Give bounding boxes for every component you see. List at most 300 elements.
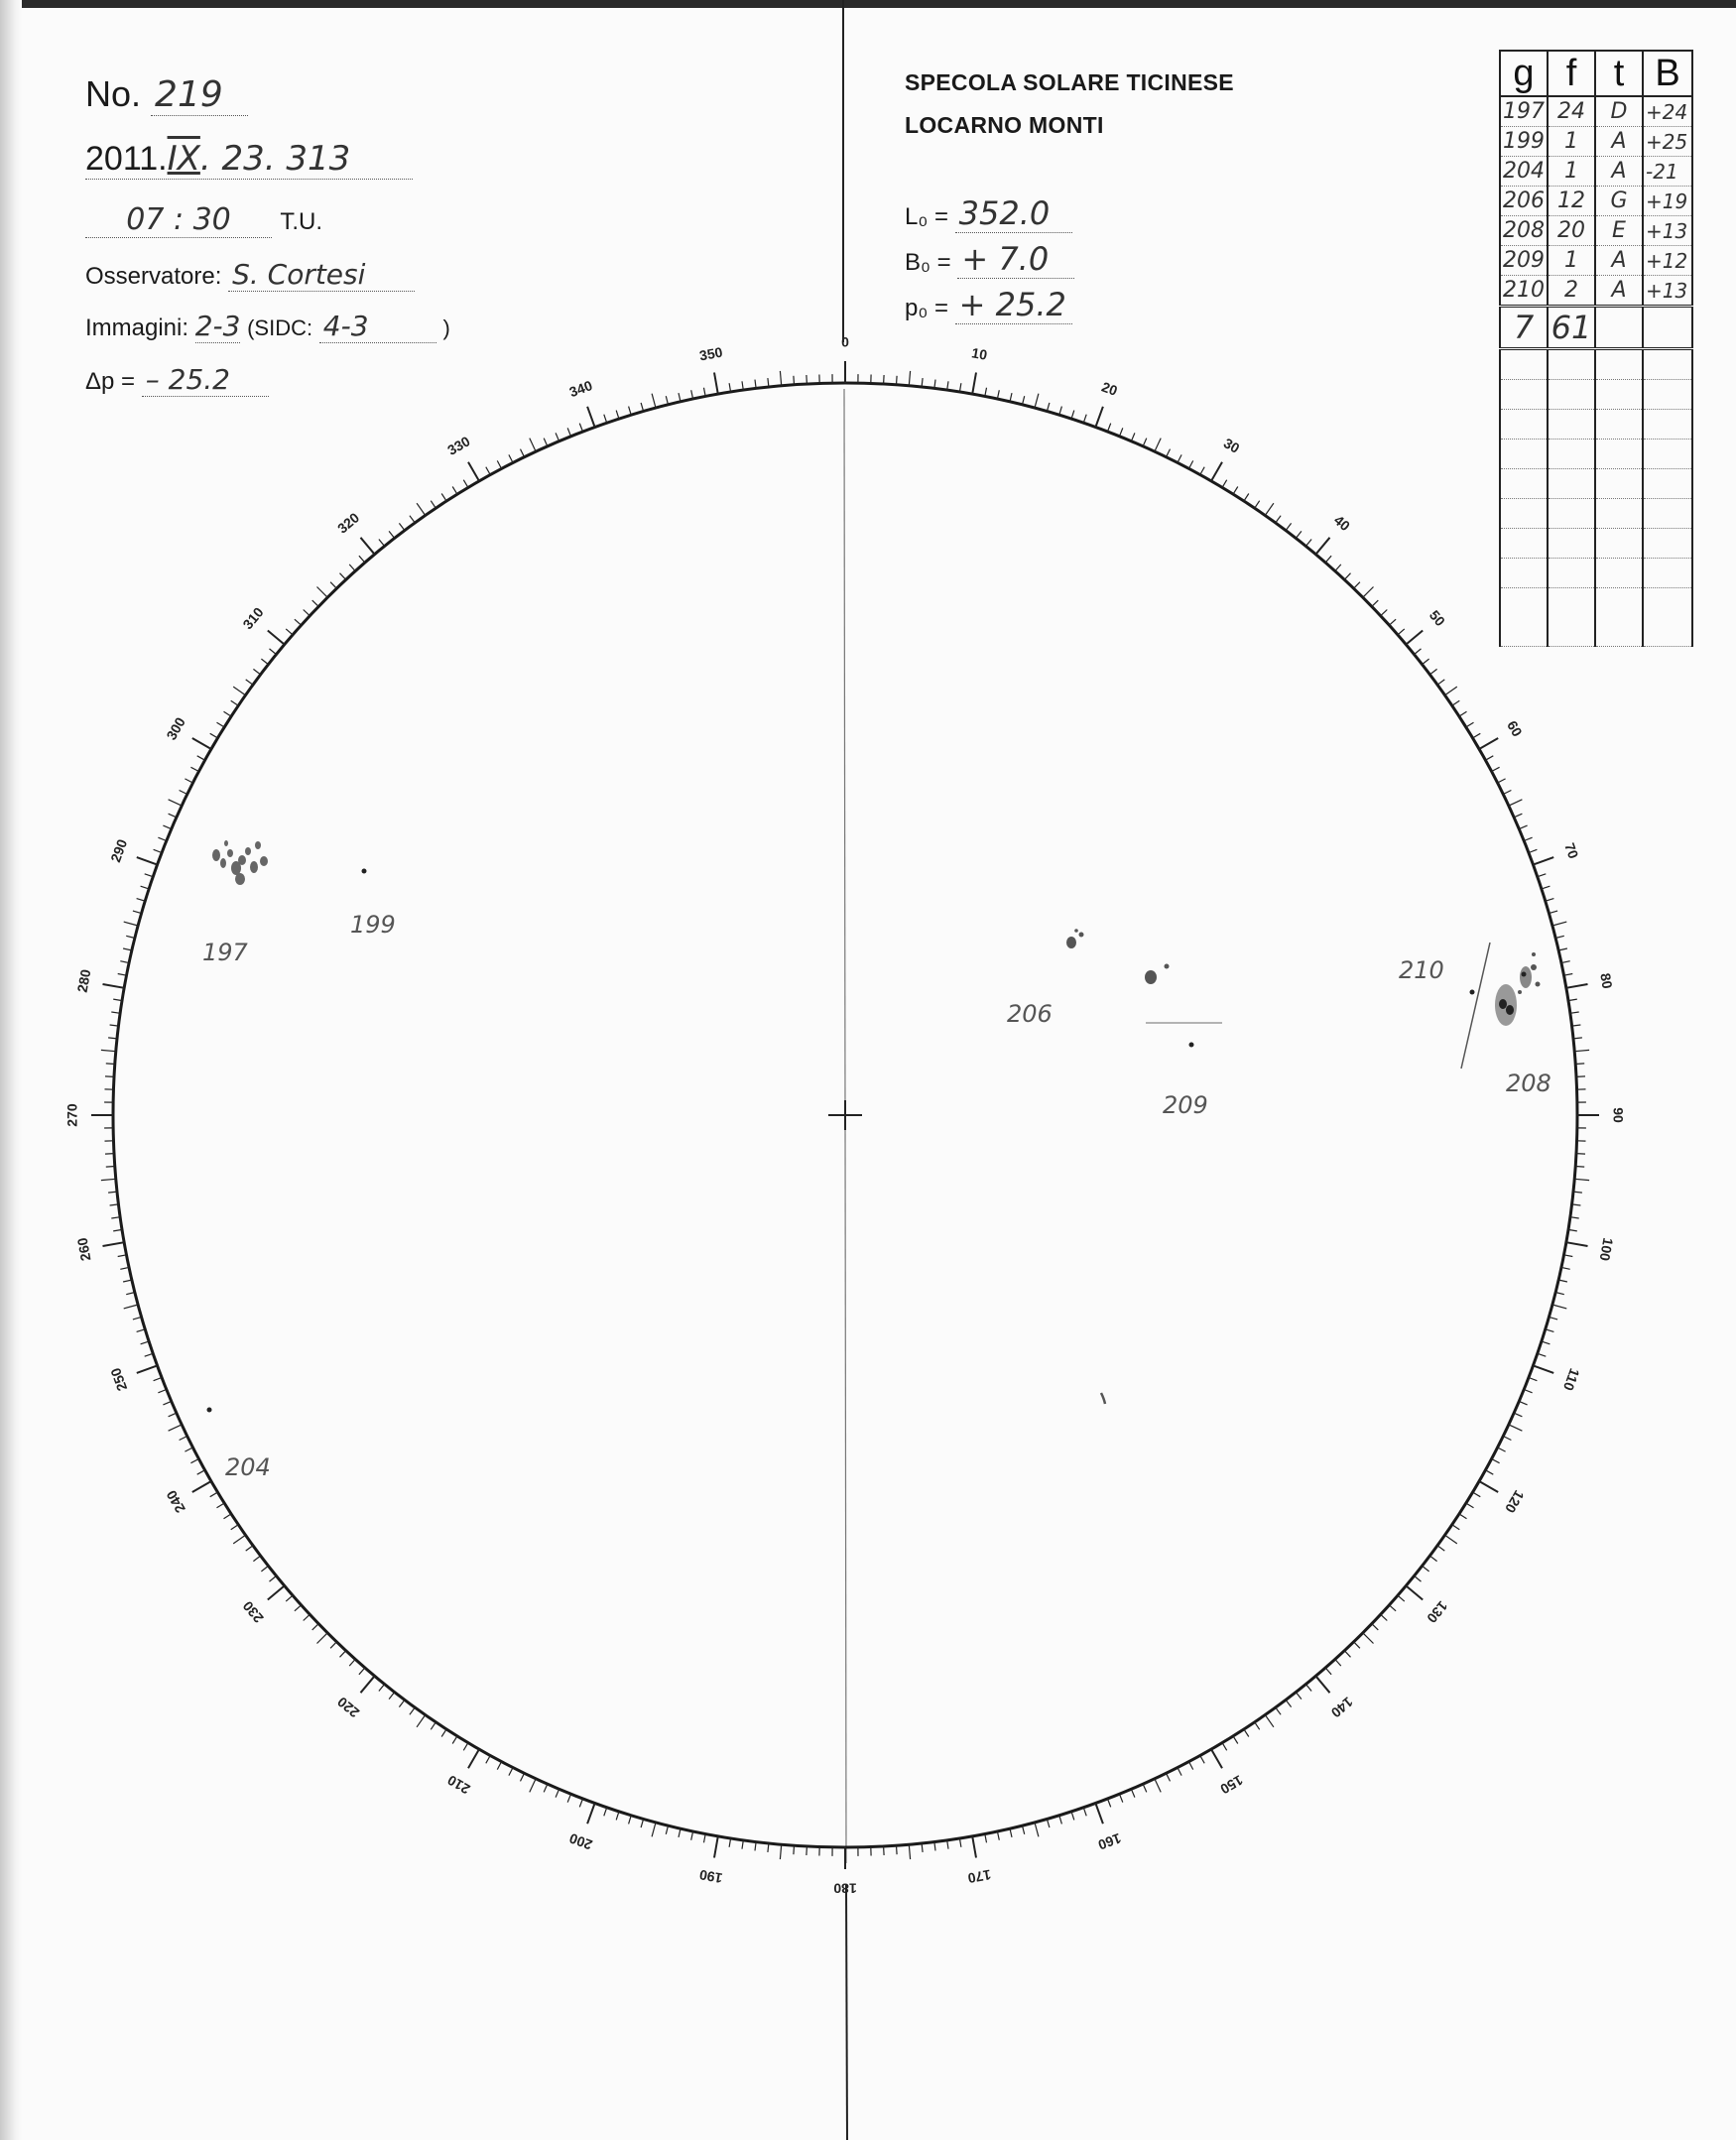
scale-tick <box>1466 1503 1474 1508</box>
scale-tick <box>1305 1685 1311 1692</box>
scale-tick <box>1574 1179 1589 1180</box>
scale-tick <box>997 390 999 399</box>
scale-tick <box>567 1794 570 1802</box>
scale-tick <box>1265 503 1274 515</box>
scale-tick <box>985 1833 987 1842</box>
cell-group: 209 <box>1500 246 1548 276</box>
col-g-header: g <box>1500 51 1548 96</box>
scale-tick <box>1372 600 1378 606</box>
scale-label: 260 <box>73 1236 94 1263</box>
p0-value: + 25.2 <box>955 286 1072 324</box>
scale-tick <box>1561 1267 1570 1269</box>
scale-tick <box>410 516 415 523</box>
scale-tick <box>192 738 211 749</box>
scale-tick <box>379 1685 385 1692</box>
cell-type: A <box>1595 157 1643 187</box>
scale-tick <box>124 922 138 926</box>
scale-tick <box>349 565 355 571</box>
scale-tick <box>1423 659 1429 665</box>
scale-label: 60 <box>1504 717 1526 740</box>
scale-tick <box>197 1470 205 1474</box>
scale-tick <box>1255 501 1260 509</box>
scale-tick <box>468 462 479 481</box>
scale-tick <box>1372 1624 1378 1630</box>
scale-tick <box>141 1341 150 1344</box>
scale-tick <box>909 371 910 386</box>
scale-tick <box>1325 1668 1331 1675</box>
scale-tick <box>154 1378 162 1381</box>
scale-tick <box>118 974 127 976</box>
scale-tick <box>587 407 595 428</box>
scale-tick <box>1479 1481 1498 1492</box>
scale-label: 70 <box>1561 840 1582 861</box>
scale-label: 10 <box>970 344 989 363</box>
number-label: No. <box>85 73 142 114</box>
scale-tick <box>1546 899 1554 902</box>
scale-tick <box>1131 433 1135 441</box>
scale-tick <box>567 428 570 436</box>
scale-tick <box>641 403 644 412</box>
scale-tick <box>1552 1305 1566 1309</box>
scale-tick <box>246 1546 253 1551</box>
scale-tick <box>1200 1756 1204 1764</box>
scale-label: 30 <box>1220 435 1243 456</box>
scale-tick <box>231 1525 239 1530</box>
scale-tick <box>1265 1715 1274 1727</box>
scale-tick <box>806 1846 807 1855</box>
scale-tick <box>1524 1390 1532 1393</box>
scale-tick <box>1514 814 1522 818</box>
scale-label: 270 <box>63 1103 80 1127</box>
scale-tick <box>1561 961 1570 963</box>
scale-tick <box>1566 984 1588 988</box>
scale-tick <box>190 1459 198 1463</box>
number-value: 219 <box>151 74 248 116</box>
cell-latitude: +13 <box>1643 216 1692 246</box>
scale-tick <box>806 375 807 384</box>
cell-latitude: +13 <box>1643 276 1692 307</box>
scale-tick <box>1437 1546 1444 1551</box>
label-group-197: 197 <box>202 939 248 966</box>
scale-tick <box>359 1668 365 1675</box>
scale-tick <box>884 1846 885 1855</box>
scale-tick <box>714 1836 718 1858</box>
scale-tick <box>1047 1819 1050 1827</box>
label-group-199: 199 <box>350 911 396 939</box>
B0-value: + 7.0 <box>957 240 1074 279</box>
scale-tick <box>1445 1535 1457 1544</box>
cell-count: 1 <box>1548 127 1595 157</box>
scale-tick <box>1363 587 1374 598</box>
scale-tick <box>253 669 260 675</box>
scale-tick <box>544 1784 548 1792</box>
label-group-209: 209 <box>1163 1091 1208 1119</box>
scale-tick <box>1178 1768 1181 1776</box>
scale-tick <box>1244 494 1249 502</box>
scale-tick <box>224 711 232 716</box>
scale-tick <box>1473 733 1481 738</box>
scale-tick <box>1542 886 1550 889</box>
scale-tick <box>509 454 513 462</box>
scale-tick <box>579 1799 582 1807</box>
scale-tick <box>691 390 693 399</box>
cell-latitude: +12 <box>1643 246 1692 276</box>
scale-tick <box>1555 936 1564 938</box>
scale-tick <box>246 680 253 685</box>
scale-tick <box>169 814 177 818</box>
date-month: IX <box>167 139 200 179</box>
scale-label: 80 <box>1597 971 1616 990</box>
scale-label: 130 <box>1424 1597 1451 1627</box>
scale-tick <box>1576 1076 1585 1077</box>
scale-tick <box>270 649 277 655</box>
label-group-210: 210 <box>1399 956 1444 984</box>
time-unit: T.U. <box>280 208 323 235</box>
scale-tick <box>1305 540 1311 547</box>
scale-tick <box>399 523 405 530</box>
cell-type: A <box>1595 276 1643 307</box>
L0-label: L₀ = <box>905 203 948 230</box>
observatory-location: LOCARNO MONTI <box>905 112 1104 138</box>
scale-tick <box>431 501 435 509</box>
date-day: . 23. 313 <box>199 139 351 179</box>
scale-tick <box>1335 565 1341 571</box>
scale-tick <box>163 1401 171 1405</box>
scale-tick <box>217 1503 225 1508</box>
scale-tick <box>1315 538 1329 555</box>
scale-tick <box>1576 1154 1585 1155</box>
scale-tick <box>1059 407 1062 416</box>
scale-tick <box>304 1614 310 1620</box>
scale-tick <box>389 1693 395 1699</box>
scale-tick <box>1095 407 1103 428</box>
scale-tick <box>1459 711 1467 716</box>
scale-tick <box>233 1535 245 1544</box>
scale-tick <box>1529 849 1537 852</box>
scale-tick <box>997 1831 999 1840</box>
scale-label: 120 <box>1502 1487 1528 1516</box>
scale-tick <box>253 1556 260 1562</box>
scale-tick <box>1558 948 1567 950</box>
scale-tick <box>679 393 681 402</box>
observer-label: Osservatore: <box>85 263 222 290</box>
scale-tick <box>1398 1595 1405 1601</box>
scale-tick <box>197 756 205 760</box>
scale-tick <box>497 460 501 468</box>
scale-tick <box>794 1845 795 1854</box>
scale-tick <box>103 984 125 988</box>
scale-tick <box>1503 1437 1511 1441</box>
scale-tick <box>1452 1525 1460 1530</box>
scale-tick <box>268 631 285 645</box>
scale-tick <box>1566 1242 1588 1246</box>
scale-tick <box>137 899 146 902</box>
scale-label: 220 <box>333 1694 363 1721</box>
scale-tick <box>704 1833 706 1842</box>
scale-tick <box>1429 1556 1436 1562</box>
scale-tick <box>1423 1566 1429 1572</box>
scale-tick <box>169 1425 183 1431</box>
scale-tick <box>118 1255 127 1257</box>
scale-tick <box>261 1566 268 1572</box>
scale-label: 320 <box>333 509 363 537</box>
scale-tick <box>1514 1413 1522 1417</box>
scale-tick <box>1244 1729 1249 1737</box>
scale-tick <box>972 373 976 395</box>
scale-tick <box>1315 1676 1329 1693</box>
scale-tick <box>359 556 365 563</box>
sunspot-group-209 <box>1189 1043 1194 1048</box>
scale-tick <box>1381 1614 1388 1620</box>
scale-label: 40 <box>1330 511 1354 535</box>
scale-label: 20 <box>1099 378 1120 399</box>
date-year: 2011. <box>85 140 168 178</box>
scale-tick <box>616 411 619 420</box>
scale-tick <box>101 1179 116 1180</box>
scale-tick <box>133 1317 142 1320</box>
scale-tick <box>101 1050 116 1051</box>
scale-label: 140 <box>1327 1694 1357 1721</box>
scale-tick <box>154 849 162 852</box>
scale-tick <box>1120 1794 1123 1802</box>
scale-tick <box>1296 1693 1302 1699</box>
scale-tick <box>1486 1470 1494 1474</box>
scale-tick <box>1406 631 1423 645</box>
scale-tick <box>1429 669 1436 675</box>
scale-tick <box>691 1831 693 1840</box>
scale-tick <box>1492 767 1500 771</box>
scale-tick <box>1189 1762 1193 1770</box>
scale-tick <box>141 886 150 889</box>
scale-tick <box>1542 1341 1550 1344</box>
scale-tick <box>1047 403 1050 412</box>
scale-tick <box>1222 1743 1227 1751</box>
scale-tick <box>579 424 582 432</box>
scale-tick <box>1167 1773 1171 1781</box>
scale-tick <box>1389 1605 1396 1611</box>
scale-label: 290 <box>107 836 131 865</box>
scale-label: 180 <box>833 1880 857 1897</box>
scale-tick <box>231 700 239 705</box>
scale-tick <box>120 961 129 963</box>
cell-group: 199 <box>1500 127 1548 157</box>
scale-tick <box>1233 487 1238 495</box>
scale-tick <box>1143 1784 1147 1792</box>
scale-tick <box>1167 449 1171 457</box>
scale-label: 170 <box>966 1866 993 1887</box>
scale-tick <box>1398 629 1405 635</box>
scale-label: 310 <box>239 603 267 633</box>
scale-tick <box>1108 424 1111 432</box>
total-spots: 61 <box>1548 307 1595 349</box>
scale-label: 0 <box>841 333 849 350</box>
scale-tick <box>317 1633 328 1644</box>
scale-tick <box>103 1242 125 1246</box>
cell-type: E <box>1595 216 1643 246</box>
scale-tick <box>224 1514 232 1519</box>
scale-tick <box>185 779 192 783</box>
scale-tick <box>1354 582 1360 588</box>
scale-tick <box>1555 1293 1564 1295</box>
scale-tick <box>1010 393 1012 402</box>
scale-tick <box>1574 1050 1589 1051</box>
scale-tick <box>509 1768 513 1776</box>
scale-tick <box>330 582 336 588</box>
scale-tick <box>1466 722 1474 727</box>
scale-tick <box>169 800 183 806</box>
cell-count: 24 <box>1548 96 1595 127</box>
scale-tick <box>1233 1736 1238 1744</box>
L0-value: 352.0 <box>955 194 1072 233</box>
scale-tick <box>1286 523 1292 530</box>
scale-tick <box>1178 454 1181 462</box>
scale-tick <box>1486 756 1494 760</box>
scale-tick <box>123 948 132 950</box>
scale-tick <box>1459 1514 1467 1519</box>
scale-label: 200 <box>566 1829 595 1853</box>
scale-tick <box>497 1762 501 1770</box>
scale-tick <box>317 587 328 598</box>
scale-tick <box>1200 467 1204 475</box>
scale-tick <box>486 1756 490 1764</box>
scale-tick <box>389 531 395 538</box>
scale-tick <box>1276 1707 1281 1714</box>
total-groups: 7 <box>1500 307 1548 349</box>
scale-label: 330 <box>444 433 473 458</box>
B0-label: B₀ = <box>905 249 951 276</box>
scale-tick <box>985 388 987 397</box>
scale-tick <box>1363 1633 1374 1644</box>
cell-group: 197 <box>1500 96 1548 127</box>
scale-tick <box>137 857 158 865</box>
scale-tick <box>1010 1828 1012 1837</box>
cell-group: 206 <box>1500 187 1548 216</box>
scale-tick <box>1023 1825 1025 1834</box>
scale-tick <box>295 1605 302 1611</box>
cell-latitude: +24 <box>1643 96 1692 127</box>
scale-tick <box>1276 516 1281 523</box>
scale-tick <box>1023 396 1025 405</box>
scale-tick <box>137 1365 158 1373</box>
scale-tick <box>1255 1722 1260 1730</box>
scale-tick <box>217 722 225 727</box>
scale-tick <box>652 1823 656 1836</box>
col-B-header: B <box>1643 51 1692 96</box>
scale-tick <box>530 1779 536 1793</box>
scale-tick <box>452 487 457 495</box>
scale-tick <box>1415 1575 1422 1581</box>
scale-tick <box>556 433 559 441</box>
scale-tick <box>1549 1317 1557 1320</box>
delta-p-value: – 25.2 <box>142 363 269 397</box>
scale-tick <box>1354 1642 1360 1648</box>
scale-label: 50 <box>1426 606 1449 630</box>
images-value: 2-3 <box>194 310 241 342</box>
scale-tick <box>304 610 310 616</box>
cell-group: 204 <box>1500 157 1548 187</box>
cell-group: 208 <box>1500 216 1548 246</box>
scale-tick <box>1095 1804 1103 1825</box>
scale-tick <box>1189 460 1193 468</box>
cell-count: 2 <box>1548 276 1595 307</box>
scale-tick <box>1344 573 1350 580</box>
scale-tick <box>1519 1401 1527 1405</box>
scale-tick <box>652 394 656 408</box>
scale-tick <box>1155 1779 1161 1793</box>
scale-tick <box>106 1167 115 1168</box>
sunspot-group-199 <box>362 869 367 874</box>
scale-tick <box>158 837 166 840</box>
sidc-label: (SIDC: <box>247 315 313 340</box>
annotation-line-208 <box>1461 943 1490 1069</box>
scale-tick <box>1549 911 1557 914</box>
scale-tick <box>312 1624 318 1630</box>
scale-tick <box>463 480 468 488</box>
cell-type: A <box>1595 246 1643 276</box>
images-label: Immagini: <box>85 315 189 341</box>
scale-tick <box>544 439 548 446</box>
scale-label: 230 <box>239 1597 267 1627</box>
scale-tick <box>666 396 668 405</box>
delta-p-label: Δp = <box>85 368 136 395</box>
scale-tick <box>106 1064 115 1065</box>
scale-label: 280 <box>73 967 94 994</box>
scale-tick <box>124 1305 138 1309</box>
scale-tick <box>268 1585 285 1599</box>
sidc-value: 4-3 <box>319 310 436 343</box>
scale-tick <box>233 687 245 695</box>
scale-tick <box>349 1659 355 1666</box>
sunspot-group-208 <box>1495 952 1541 1026</box>
p0-label: p₀ = <box>905 295 948 321</box>
scale-tick <box>340 573 346 580</box>
sunspot-group-206 <box>1066 929 1170 984</box>
scale-tick <box>210 733 218 738</box>
scale-tick <box>780 371 781 386</box>
scale-tick <box>126 936 135 938</box>
scale-tick <box>361 1676 375 1693</box>
scale-label: 90 <box>1610 1107 1627 1123</box>
scale-tick <box>399 1699 405 1706</box>
scale-tick <box>312 600 318 606</box>
scale-tick <box>1452 700 1460 705</box>
scale-tick <box>361 538 375 555</box>
scale-tick <box>909 1844 910 1859</box>
cell-type: G <box>1595 187 1643 216</box>
scale-tick <box>1473 1492 1481 1497</box>
scale-tick <box>629 407 632 416</box>
col-t-header: t <box>1595 51 1643 96</box>
sidc-close: ) <box>442 315 450 340</box>
scale-tick <box>1059 1816 1062 1825</box>
scale-tick <box>1143 439 1147 446</box>
scale-tick <box>417 1715 426 1727</box>
observatory-name: SPECOLA SOLARE TICINESE <box>905 69 1234 95</box>
scale-tick <box>1108 1799 1111 1807</box>
scale-tick <box>1381 610 1388 616</box>
scale-tick <box>295 619 302 625</box>
scale-tick <box>286 1595 293 1601</box>
sunspot-group-197 <box>212 840 268 885</box>
scale-tick <box>340 1651 346 1658</box>
scale-tick <box>1534 857 1554 865</box>
scale-tick <box>1286 1699 1292 1706</box>
scale-tick <box>1335 1659 1341 1666</box>
scale-tick <box>1222 480 1227 488</box>
scale-tick <box>897 1845 898 1854</box>
scale-tick <box>120 1267 129 1269</box>
scale-tick <box>556 1789 559 1797</box>
